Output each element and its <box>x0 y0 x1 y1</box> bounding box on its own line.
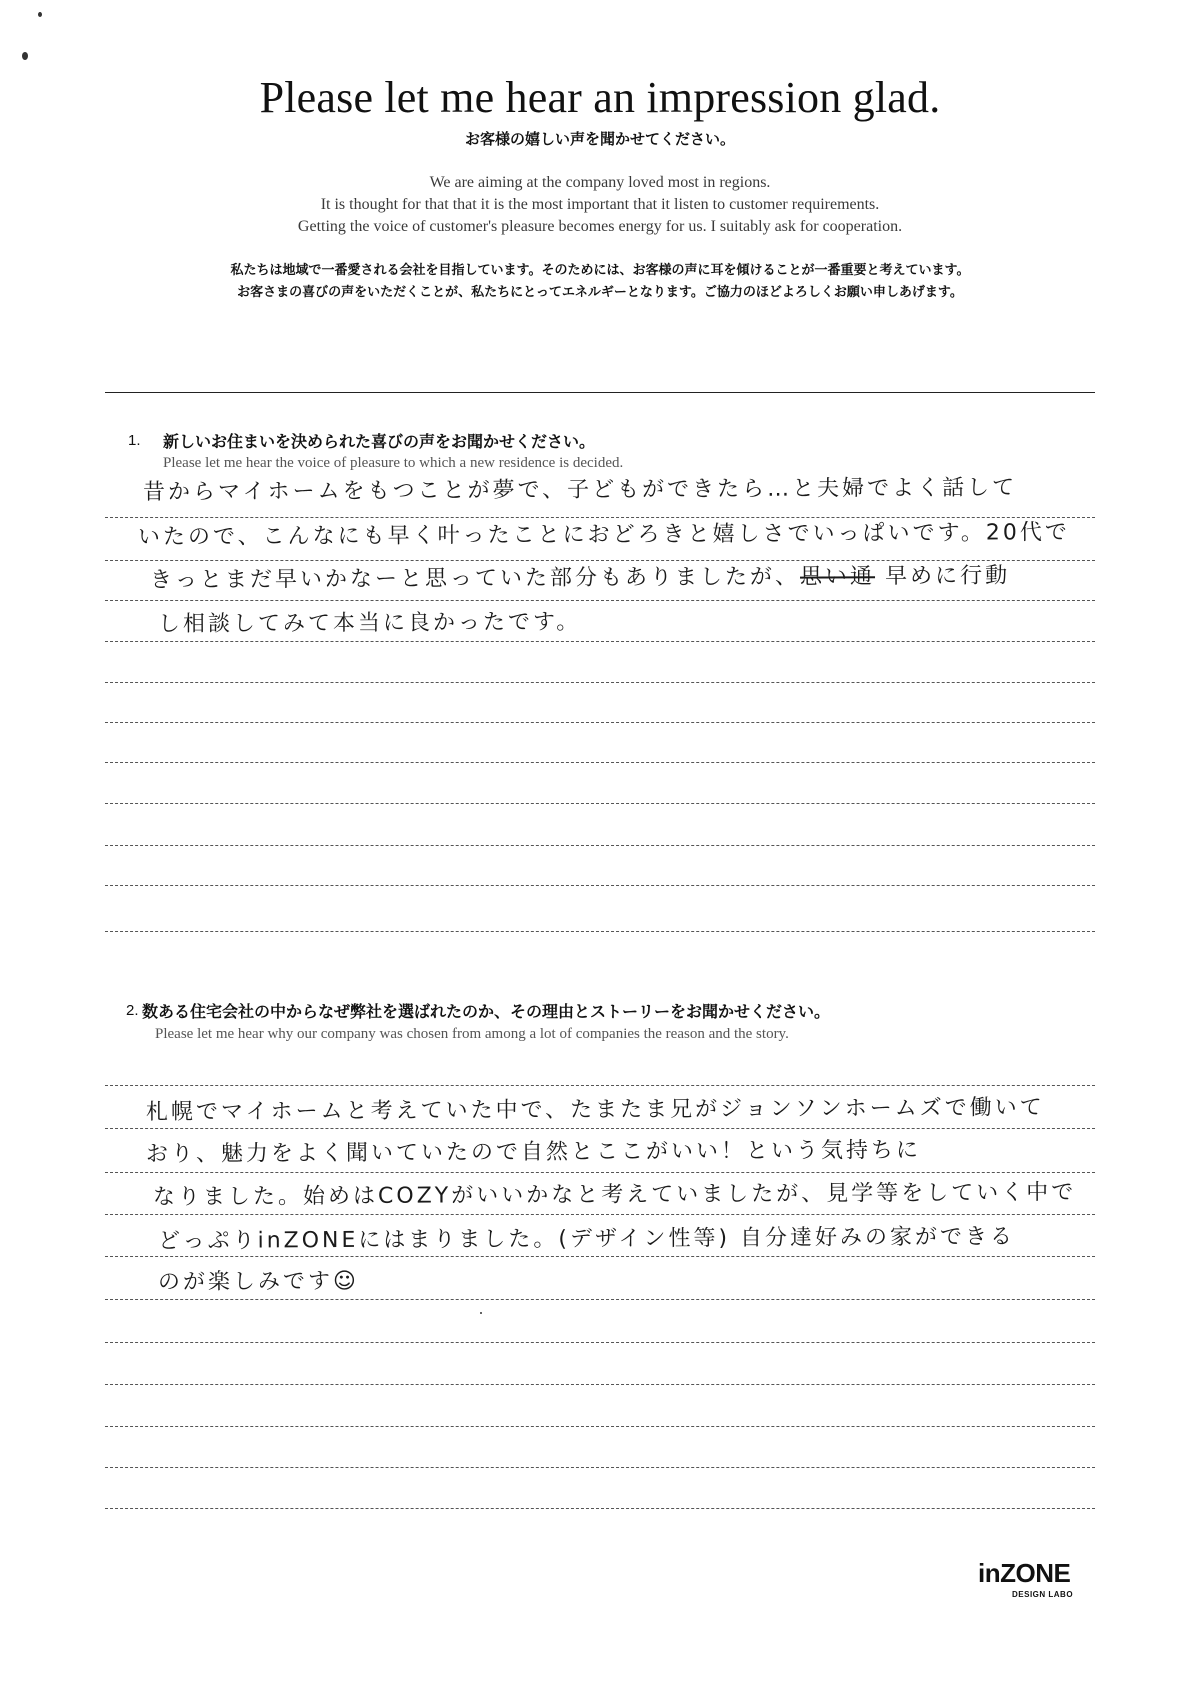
answer-2-line: おり、魅力をよく聞いていたので自然とここがいい！という気持ちに <box>145 1137 922 1167</box>
scan-speck <box>22 52 28 60</box>
answer-2-line: のが楽しみです☺ <box>157 1268 360 1295</box>
answer-1-line-3: きっとまだ早いかなーと思っていた部分もありましたが、 <box>149 564 801 593</box>
ruled-line <box>105 1508 1095 1509</box>
ruled-line <box>105 641 1095 642</box>
ruled-line <box>105 845 1095 846</box>
intro-en-line: It is thought for that that it is the most important that it listen to customer requirements. <box>320 196 880 213</box>
answer-1-line-3-end: 早めに行動 <box>884 563 1011 590</box>
ruled-line <box>105 931 1095 932</box>
question-1-en: Please let me hear the voice of pleasure to which a new residence is decided. <box>163 455 624 471</box>
answer-1-line: し相談してみて本当に良かったです。 <box>157 609 582 637</box>
intro-en-line: Getting the voice of customer's pleasure becomes energy for us. I suitably ask for cooperation. <box>297 218 903 235</box>
intro-en-line: We are aiming at the company loved most in regions. <box>429 174 771 191</box>
scan-speck <box>38 12 42 17</box>
ruled-line <box>105 1256 1095 1257</box>
answer-2-line: 札幌でマイホームと考えていた中で、たまたま兄がジョンソンホームズで働いて <box>145 1095 1045 1125</box>
ruled-line <box>105 1384 1095 1385</box>
answer-1-line: 昔からマイホームをもつことが夢で、子どもができたら…と夫婦でよく話して <box>142 475 1018 505</box>
struck-through-text: 思い通 <box>799 564 876 590</box>
page-subtitle-jp: お客様の嬉しい声を聞かせてください。 <box>464 130 735 148</box>
scan-speck <box>480 1312 482 1314</box>
inzone-logo-sub: DESIGN LABO <box>1012 1590 1074 1599</box>
ruled-line <box>105 803 1095 804</box>
ruled-line <box>105 1299 1095 1300</box>
ruled-line <box>105 1426 1095 1427</box>
intro-japanese <box>0 260 1200 304</box>
answer-1-line <box>150 558 1010 594</box>
intro-english <box>0 172 1200 238</box>
header-divider <box>105 392 1095 393</box>
question-2-en: Please let me hear why our company was chosen from among a lot of companies the reason and the story. <box>155 1026 789 1042</box>
ruled-line <box>105 1128 1095 1129</box>
question-2-number: 2. <box>126 1002 139 1019</box>
answer-2-line: なりました。始めはCOZYがいいかなと考えていましたが、見学等をしていく中で <box>152 1180 1077 1210</box>
ruled-line <box>105 762 1095 763</box>
ruled-line <box>105 600 1095 601</box>
ruled-line <box>105 682 1095 683</box>
question-1-number: 1. <box>128 432 141 449</box>
intro-jp-line: お客さまの喜びの声をいただくことが、私たちにとってエネルギーとなります。ご協力のほどよろしくお願い申しあげます。 <box>237 285 963 300</box>
ruled-line <box>105 1342 1095 1343</box>
inzone-logo: inZONE <box>978 1558 1071 1588</box>
intro-jp-line: 私たちは地域で一番愛される会社を目指しています。そのためには、お客様の声に耳を傾けることが一番重要と考えています。 <box>230 263 970 278</box>
ruled-line <box>105 1467 1095 1468</box>
ruled-line <box>105 1172 1095 1173</box>
ruled-line <box>105 1085 1095 1086</box>
question-1-jp: 新しいお住まいを決められた喜びの声をお聞かせください。 <box>163 432 596 451</box>
ruled-line <box>105 1214 1095 1215</box>
question-2-jp: 数ある住宅会社の中からなぜ弊社を選ばれたのか、その理由とストーリーをお聞かせください。 <box>142 1002 831 1021</box>
answer-1-line: いたので、こんなにも早く叶ったことにおどろきと嬉しさでいっぱいです。20代で <box>137 520 1070 550</box>
ruled-line <box>105 722 1095 723</box>
page-title: Please let me hear an impression glad. <box>259 73 941 122</box>
answer-2-line: どっぷりinZONEにはまりました。(デザイン性等) 自分達好みの家ができる <box>157 1224 1016 1254</box>
ruled-line <box>105 885 1095 886</box>
